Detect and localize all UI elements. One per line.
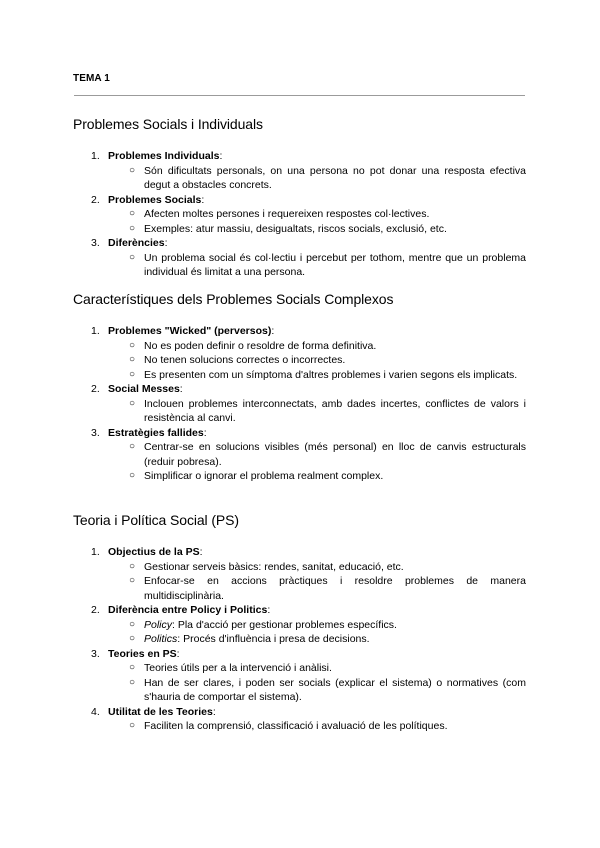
circle-bullet-icon: ○ xyxy=(129,470,136,481)
section-1 xyxy=(73,116,526,280)
item-number: 1. xyxy=(91,325,100,337)
list-item: 3. Diferències: ○ Un problema social és col·lectiu i percebut per tothom, mentre que un problema individual és limitat a una persona. xyxy=(91,237,526,278)
sub-item: ○ Policy: Pla d'acció per gestionar problemes específics. xyxy=(129,618,397,631)
item-term: Diferència entre Policy i Politics xyxy=(108,604,268,616)
circle-bullet-icon: ○ xyxy=(129,575,136,586)
list-item: 1. Problemes "Wicked" (perversos): ○ No es poden definir o resoldre de forma definitiva. ○ No tenen solucions correctes o incorrectes. ○ Es presenten com un símptoma d'altres problemes i varien segons els implicats. xyxy=(73,324,526,382)
horizontal-rule xyxy=(74,95,525,96)
circle-bullet-icon: ○ xyxy=(129,208,136,219)
sub-item: ○ Es presenten com un símptoma d'altres problemes i varien segons els implicats. xyxy=(129,368,518,381)
sub-item: ○ Politics: Procés d'influència i presa de decisions. xyxy=(129,633,370,645)
list-item: 3. Teories en PS: ○ Teories útils per a la intervenció i anàlisi. ○ Han de ser clares, i poden ser socials (explicar el sistema) o normatives (com s'hauria de comportar el sistema). xyxy=(91,647,526,703)
item-number: 3. xyxy=(91,237,100,249)
numbered-list xyxy=(73,324,526,484)
item-number: 3. xyxy=(91,647,100,660)
list-item: 2. Social Messes: ○ Inclouen problemes interconnectats, amb dades incertes, conflictes de valors i resistència al canvi. xyxy=(91,383,526,424)
circle-bullet-icon: ○ xyxy=(129,397,136,409)
list-item: 1. Objectius de la PS: ○ Gestionar serveis bàsics: rendes, sanitat, educació, etc. ○ Enfocar-se en accions pràctiques i resoldre problemes de manera multidisciplinària. xyxy=(91,546,526,602)
sub-item: ○ Un problema social és col·lectiu i percebut per tothom, mentre que un problema individual és limitat a una persona. xyxy=(129,251,526,278)
item-number: 2. xyxy=(91,383,100,395)
item-number: 1. xyxy=(91,150,100,162)
sub-item: ○ Han de ser clares, i poden ser socials (explicar el sistema) o normatives (com s'hauria de comportar el sistema). xyxy=(129,676,526,703)
item-term: Problemes Individuals xyxy=(108,150,220,162)
circle-bullet-icon: ○ xyxy=(129,251,136,263)
sub-item: ○ Teories útils per a la intervenció i anàlisi. xyxy=(129,662,332,674)
circle-bullet-icon: ○ xyxy=(129,222,136,234)
item-number: 2. xyxy=(91,193,100,206)
circle-bullet-icon: ○ xyxy=(129,339,136,351)
circle-bullet-icon: ○ xyxy=(129,368,136,380)
circle-bullet-icon: ○ xyxy=(129,560,136,572)
sub-item: ○ Afecten moltes persones i requereixen respostes col·lectives. xyxy=(129,208,430,220)
item-term: Problemes Socials xyxy=(108,193,202,206)
sub-item: ○ Simplificar o ignorar el problema realment complex. xyxy=(129,470,384,482)
numbered-list xyxy=(73,545,526,734)
circle-bullet-icon: ○ xyxy=(129,441,136,452)
document-header: TEMA 1 xyxy=(73,73,110,84)
item-term: Problemes "Wicked" (perversos) xyxy=(108,325,272,337)
circle-bullet-icon: ○ xyxy=(129,618,136,630)
item-number: 3. xyxy=(91,426,100,439)
sub-item: ○ Faciliten la comprensió, classificació i avaluació de les polítiques. xyxy=(129,720,448,732)
item-term: Diferències xyxy=(108,237,165,249)
circle-bullet-icon: ○ xyxy=(129,633,136,644)
item-number: 1. xyxy=(91,546,100,558)
item-term: Objectius de la PS xyxy=(108,546,200,558)
item-term: Teories en PS xyxy=(108,647,177,660)
circle-bullet-icon: ○ xyxy=(129,662,136,673)
sub-item: ○ Inclouen problemes interconnectats, amb dades incertes, conflictes de valors i resistència al canvi. xyxy=(129,397,526,424)
item-number: 4. xyxy=(91,705,100,718)
list-item: 4. Utilitat de les Teories: ○ Faciliten la comprensió, classificació i avaluació de les polítiques. xyxy=(73,705,526,734)
circle-bullet-icon: ○ xyxy=(129,354,136,365)
circle-bullet-icon: ○ xyxy=(129,164,136,176)
sub-item: ○ No tenen solucions correctes o incorrectes. xyxy=(129,354,346,366)
circle-bullet-icon: ○ xyxy=(129,676,136,688)
item-number: 2. xyxy=(91,604,100,616)
numbered-list xyxy=(73,149,526,280)
sub-item: ○ Són dificultats personals, on una persona no pot donar una resposta efectiva degut a obstacles concrets. xyxy=(129,164,526,191)
sub-item: ○ Centrar-se en solucions visibles (més personal) en lloc de canvis estructurals (reduir pobresa). xyxy=(129,441,526,468)
section-2 xyxy=(73,291,526,484)
section-title: Problemes Socials i Individuals xyxy=(73,116,263,132)
sub-item: ○ No es poden definir o resoldre de forma definitiva. xyxy=(129,339,377,352)
item-term: Social Messes xyxy=(108,383,180,395)
sub-item: ○ Enfocar-se en accions pràctiques i resoldre problemes de manera multidisciplinària. xyxy=(129,575,526,602)
list-item: 3. Estratègies fallides: ○ Centrar-se en solucions visibles (més personal) en lloc de canvis estructurals (reduir pobresa). ○ Simplificar o ignorar el problema realment complex. xyxy=(91,426,526,482)
section-title: Característiques dels Problemes Socials Complexos xyxy=(73,291,394,307)
sub-item: ○ Gestionar serveis bàsics: rendes, sanitat, educació, etc. xyxy=(129,560,404,573)
list-item: 1. Problemes Individuals: ○ Són dificultats personals, on una persona no pot donar una resposta efectiva degut a obstacles concrets. xyxy=(91,150,526,191)
section-3 xyxy=(73,512,526,734)
list-item: 2. Diferència entre Policy i Politics: ○ Policy: Pla d'acció per gestionar problemes específics. ○ Politics: Procés d'influència i presa de decisions. xyxy=(73,603,526,647)
item-term: Utilitat de les Teories xyxy=(108,705,213,718)
circle-bullet-icon: ○ xyxy=(129,720,136,731)
list-item: 2. Problemes Socials: ○ Afecten moltes persones i requereixen respostes col·lectives. ○ Exemples: atur massiu, desigualtats, riscos socials, exclusió, etc. xyxy=(73,193,526,237)
section-title: Teoria i Política Social (PS) xyxy=(73,512,239,528)
item-term: Estratègies fallides xyxy=(108,426,204,439)
sub-item: ○ Exemples: atur massiu, desigualtats, riscos socials, exclusió, etc. xyxy=(129,222,447,235)
